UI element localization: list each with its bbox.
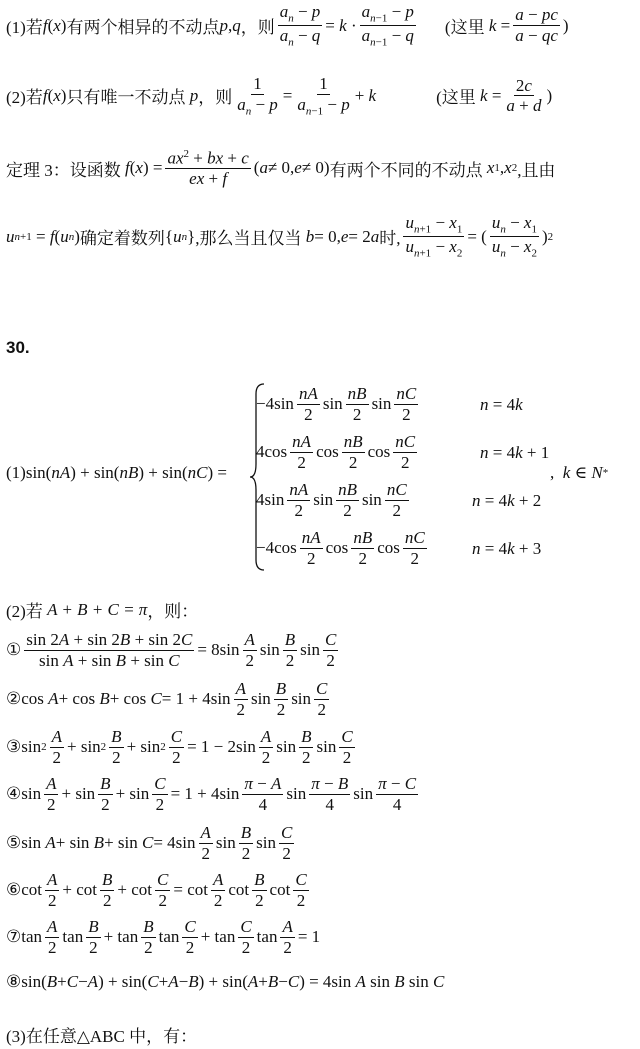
- identity-4: ④ sin $\frac{A}{2}$ + sin $\frac{B}{2}$ + sin $\frac{C}{2}$ = 1 + 4sin $\frac{\pi - A}{4}$ sin $\frac{\pi - B}{4}$ sin $\frac{\pi - C}{4}$: [6, 774, 417, 814]
- s3-heading: (3)在任意△ABC 中，有：: [6, 1027, 198, 1046]
- formula-frac: $\frac{2c}{a + d}$: [506, 75, 542, 116]
- formula-s1-lhs: (1) sin( nA ) + sin( nB ) + sin( nC ) =: [6, 463, 227, 482]
- formula-frac: $\frac{u_{n+1} - x_1}{u_{n+1} - x_2}$: [405, 213, 463, 260]
- case-condition: n = 4k + 1: [480, 443, 550, 462]
- theorem-3-line1: 定理 3：设函数 f ( x ) = $\frac{ax^2 + bx + c}{ex + f}$ ( a ≠ 0, e ≠ 0) 有两个不同的不动点 x 1 , x 2 ,且由: [6, 148, 556, 189]
- formula-frac: $\frac{u_n - x_1}{u_n - x_2}$: [491, 213, 537, 260]
- case-domain: , k ∈ N *: [550, 463, 609, 482]
- formula-frac: $\frac{a - pc}{a - qc}$: [515, 5, 558, 46]
- math-fx: f: [42, 15, 48, 35]
- line-p1: (1)若 f ( x ) 有两个相异的不动点 p , q ，则 $\frac{a_n - p}{a_n - q}$ = k · $\frac{a_{n-1} - p}{a_{n-1} - q}$ (这里 k = $\frac{a - pc}{a - qc}$ ): [6, 2, 569, 49]
- case-condition: n = 4k + 3: [472, 539, 542, 558]
- identity-7: ⑦ tan $\frac{A}{2}$ tan $\frac{B}{2}$ + tan $\frac{B}{2}$ tan $\frac{C}{2}$ + tan $\frac{C}{2}$ tan $\frac{A}{2}$ = 1: [6, 917, 321, 957]
- identity-1: ① $\frac{\sin 2A + \sin 2B + \sin 2C}{\text{sin A + sin B + sin C}}$ = 8sin $\frac{A}{2}$ sin $\frac{B}{2}$ sin $\frac{C}{2}$: [6, 630, 337, 670]
- identity-6: ⑥ cot $\frac{A}{2}$ + cot $\frac{B}{2}$ + cot $\frac{C}{2}$ = cot $\frac{A}{2}$ cot $\frac{B}{2}$ cot $\frac{C}{2}$: [6, 870, 307, 910]
- formula-frac: $\frac{1}{a_{n-1} - p}$: [297, 74, 350, 117]
- identity-2: ② cos A + cos B + cos C = 1 + 4sin $\frac{A}{2}$ sin $\frac{B}{2}$ sin $\frac{C}{2}$: [6, 679, 328, 719]
- identity-8: ⑧ sin( B + C − A ) + sin( C + A − B ) + sin( A + B − C ) = 4sin A sin B sin C: [6, 972, 445, 991]
- case-row: 4cos $\frac{nA}{2}$ cos $\frac{nB}{2}$ cos $\frac{nC}{2}$: [256, 432, 416, 472]
- case-condition: n = 4k: [480, 395, 523, 414]
- s2-heading: (2)若 A + B + C = π ，则：: [6, 599, 199, 621]
- formula-frac: $\frac{ax^2 + bx + c}{ex + f}$: [167, 148, 249, 189]
- case-condition: n = 4k + 2: [472, 491, 542, 510]
- identity-5: ⑤ sin A + sin B + sin C = 4sin $\frac{A}{2}$ sin $\frac{B}{2}$ sin $\frac{C}{2}$: [6, 823, 293, 863]
- case-row: 4sin $\frac{nA}{2}$ sin $\frac{nB}{2}$ sin $\frac{nC}{2}$: [256, 480, 407, 520]
- section-number: 30.: [6, 338, 30, 357]
- line-p2: (2)若 f ( x ) 只有唯一不动点 p ，则 $\frac{1}{a_n - p}$ = $\frac{1}{a_{n-1} - p}$ + k (这里 k = $\frac{2c}{a + d}$ ): [6, 74, 553, 117]
- case-row: −4cos $\frac{nA}{2}$ cos $\frac{nB}{2}$ cos $\frac{nC}{2}$: [256, 528, 425, 568]
- formula-frac: $\frac{a_{n-1} - p}{a_{n-1} - q}$: [361, 2, 414, 49]
- theorem-3-line2: u n+1 = f ( u n ) 确定着数列 { u n } ,那么当且仅当 b = 0, e = 2 a 时, $\frac{u_{n+1} - x_1}{u_{n+1} - x_2}$ = ( $\frac{u_n - x_1}{u_n - x_2}$ ) 2: [6, 213, 554, 260]
- case-row: −4sin $\frac{nA}{2}$ sin $\frac{nB}{2}$ sin $\frac{nC}{2}$: [256, 384, 417, 424]
- identity-3: ③ sin 2 $\frac{A}{2}$ + sin 2 $\frac{B}{2}$ + sin 2 $\frac{C}{2}$ = 1 − 2sin $\frac{A}{2}$ sin $\frac{B}{2}$ sin $\frac{C}{2}$: [6, 727, 353, 767]
- formula-frac: $\frac{1}{a_n - p}$: [237, 74, 278, 117]
- formula-frac: $\frac{a_n - p}{a_n - q}$: [279, 2, 321, 49]
